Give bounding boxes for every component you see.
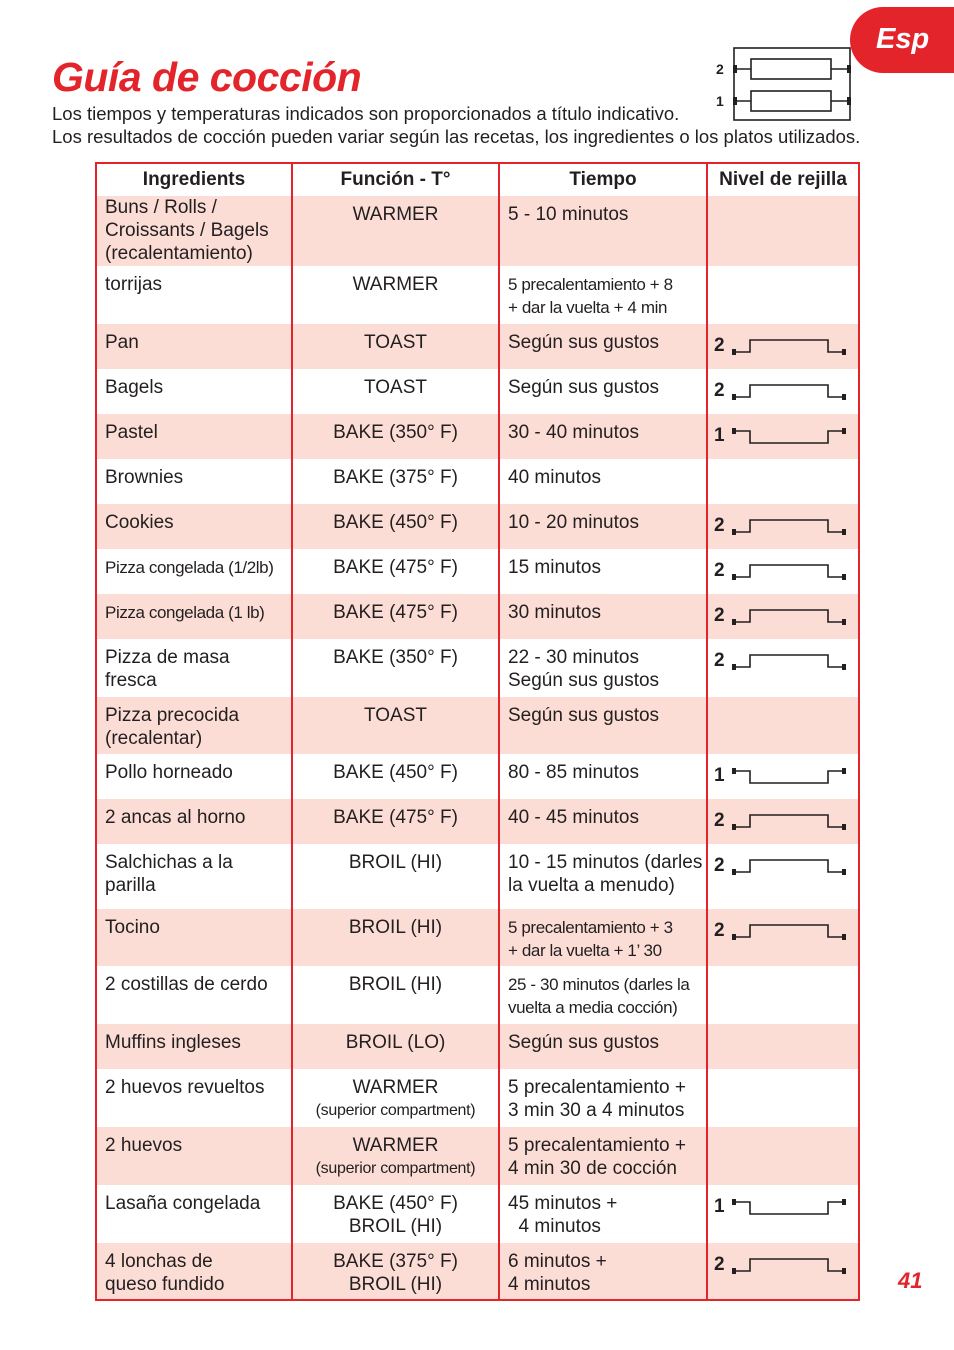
cell-line: WARMER — [352, 274, 439, 295]
function-cell — [292, 844, 499, 909]
function-cell — [292, 324, 499, 369]
cell-line: 4 lonchas de — [105, 1251, 213, 1272]
ingredient-cell — [96, 266, 292, 324]
rack-label-lower: 1 — [716, 93, 724, 109]
cell-line: Pizza de masa — [105, 647, 230, 668]
table-row — [96, 324, 859, 369]
rack-level-1-icon — [732, 766, 848, 788]
time-cell — [499, 639, 707, 697]
table-row — [96, 909, 859, 966]
rack-level-number: 2 — [714, 560, 725, 581]
table-row — [96, 1069, 859, 1127]
cell-line: BAKE (475° F) — [333, 807, 458, 828]
time-cell — [499, 909, 707, 966]
cell-line: fresca — [105, 670, 157, 691]
table-row — [96, 266, 859, 324]
cell-line: parilla — [105, 875, 156, 896]
function-cell — [292, 639, 499, 697]
cell-line: (recalentamiento) — [105, 243, 253, 264]
table-row — [96, 1185, 859, 1243]
rack-level-number: 2 — [714, 605, 725, 626]
cell-line: 4 min 30 de cocción — [508, 1158, 677, 1179]
ingredient-cell — [96, 844, 292, 909]
ingredient-cell — [96, 549, 292, 594]
cell-line: Según sus gustos — [508, 670, 660, 691]
ingredient-cell — [96, 414, 292, 459]
rack-level-2-icon — [732, 606, 848, 628]
cell-line: Salchichas a la — [105, 852, 233, 873]
cell-line: WARMER — [352, 1135, 439, 1156]
cell-line: la vuelta a menudo) — [508, 875, 675, 896]
level-cell — [707, 549, 859, 594]
cell-line: Brownies — [105, 467, 184, 488]
level-cell — [707, 1069, 859, 1127]
table-row — [96, 697, 859, 754]
table-row — [96, 196, 859, 266]
function-cell — [292, 909, 499, 966]
cell-line: Pastel — [105, 422, 158, 443]
rack-level-indicator — [714, 809, 854, 835]
cell-line: Bagels — [105, 377, 164, 398]
cell-line: BAKE (450° F) — [333, 1193, 458, 1214]
cell-line: BROIL (HI) — [348, 917, 443, 938]
time-cell — [499, 1243, 707, 1300]
cell-line: 22 - 30 minutos — [508, 647, 639, 668]
rack-level-number: 2 — [714, 920, 725, 941]
level-cell — [707, 459, 859, 504]
rack-level-indicator — [714, 379, 854, 405]
table-row — [96, 414, 859, 459]
table-row — [96, 504, 859, 549]
ingredient-cell — [96, 1024, 292, 1069]
cell-line: Buns / Rolls / — [105, 197, 217, 218]
ingredient-cell — [96, 754, 292, 799]
table-row — [96, 639, 859, 697]
cell-line: 2 ancas al horno — [105, 807, 246, 828]
cell-line: BAKE (375° F) — [333, 467, 458, 488]
cell-line: 30 - 40 minutos — [508, 422, 639, 443]
cell-line: BAKE (450° F) — [333, 762, 458, 783]
cell-line: BAKE (475° F) — [333, 557, 458, 578]
rack-level-indicator — [714, 1195, 854, 1221]
cell-line: (recalentar) — [105, 728, 203, 749]
ingredient-cell — [96, 504, 292, 549]
level-cell — [707, 754, 859, 799]
level-cell — [707, 697, 859, 754]
function-cell — [292, 369, 499, 414]
cell-line: 10 - 15 minutos (darles — [508, 852, 703, 873]
cell-line: + dar la vuelta + 1’ 30 — [508, 941, 662, 960]
rack-level-2-icon — [732, 651, 848, 673]
function-cell — [292, 799, 499, 844]
rack-level-2-icon — [732, 856, 848, 878]
cell-line: 2 huevos — [105, 1135, 183, 1156]
function-cell — [292, 266, 499, 324]
ingredient-cell — [96, 1127, 292, 1185]
time-cell — [499, 414, 707, 459]
table-body — [96, 196, 859, 1300]
cell-line: Según sus gustos — [508, 705, 660, 726]
level-cell — [707, 844, 859, 909]
cell-line: Pan — [105, 332, 139, 353]
function-cell — [292, 549, 499, 594]
intro-line-2: Los resultados de cocción pueden variar según las recetas, los ingredientes o los platos utilizados. — [52, 126, 861, 147]
header-ingredients: Ingredients — [96, 163, 292, 196]
level-cell — [707, 414, 859, 459]
table-row — [96, 844, 859, 909]
time-cell — [499, 844, 707, 909]
cell-line: 40 minutos — [508, 467, 601, 488]
function-cell — [292, 459, 499, 504]
cell-line: 2 costillas de cerdo — [105, 974, 268, 995]
level-cell — [707, 1243, 859, 1300]
rack-level-number: 2 — [714, 650, 725, 671]
rack-level-number: 2 — [714, 380, 725, 401]
table-row — [96, 799, 859, 844]
level-cell — [707, 369, 859, 414]
level-cell — [707, 639, 859, 697]
rack-level-number: 2 — [714, 855, 725, 876]
table-row — [96, 594, 859, 639]
cell-line: 45 minutos + — [508, 1193, 618, 1214]
table-row — [96, 459, 859, 504]
cell-line: Tocino — [105, 917, 160, 938]
cell-line: 5 precalentamiento + — [508, 1077, 686, 1098]
header-function: Función - T° — [292, 163, 499, 196]
cell-line: BAKE (350° F) — [333, 647, 458, 668]
intro-line-1: Los tiempos y temperaturas indicados son proporcionados a título indicativo. — [52, 103, 680, 124]
ingredient-cell — [96, 909, 292, 966]
cell-line: 30 minutos — [508, 602, 601, 623]
rack-level-2-icon — [732, 561, 848, 583]
ingredient-cell — [96, 1243, 292, 1300]
rack-level-indicator — [714, 514, 854, 540]
function-cell — [292, 594, 499, 639]
level-cell — [707, 594, 859, 639]
time-cell — [499, 594, 707, 639]
cell-line: Pollo horneado — [105, 762, 233, 783]
cell-line: 5 precalentamiento + — [508, 1135, 686, 1156]
cell-line: Pizza congelada (1/2lb) — [105, 558, 274, 577]
rack-level-indicator — [714, 559, 854, 585]
rack-level-indicator — [714, 649, 854, 675]
level-cell — [707, 196, 859, 266]
ingredient-cell — [96, 639, 292, 697]
cell-line: Muffins ingleses — [105, 1032, 241, 1053]
level-cell — [707, 1185, 859, 1243]
cell-line: BROIL (HI) — [348, 852, 443, 873]
cell-line: 5 precalentamiento + 3 — [508, 918, 673, 937]
time-cell — [499, 799, 707, 844]
rack-level-2-icon — [732, 1255, 848, 1277]
cell-line: 40 - 45 minutos — [508, 807, 639, 828]
time-cell — [499, 459, 707, 504]
rack-level-1-icon — [732, 1197, 848, 1219]
time-cell — [499, 697, 707, 754]
time-cell — [499, 196, 707, 266]
cell-line: vuelta a media cocción) — [508, 998, 678, 1017]
cell-line: queso fundido — [105, 1274, 225, 1295]
rack-level-indicator — [714, 604, 854, 630]
cell-line: 5 precalentamiento + 8 — [508, 275, 673, 294]
cell-line: Croissants / Bagels — [105, 220, 269, 241]
rack-level-2-icon — [732, 811, 848, 833]
time-cell — [499, 504, 707, 549]
level-cell — [707, 266, 859, 324]
function-cell — [292, 754, 499, 799]
rack-level-2-icon — [732, 921, 848, 943]
cell-line: 25 - 30 minutos (darles la — [508, 975, 690, 994]
cell-line: BAKE (450° F) — [333, 512, 458, 533]
function-cell — [292, 966, 499, 1024]
function-cell — [292, 1069, 499, 1127]
ingredient-cell — [96, 966, 292, 1024]
level-cell — [707, 909, 859, 966]
cell-line: BROIL (HI) — [348, 1216, 443, 1237]
cell-line: (superior compartment) — [315, 1102, 476, 1119]
cell-line: Cookies — [105, 512, 174, 533]
cell-line: Según sus gustos — [508, 332, 660, 353]
cell-line: BAKE (375° F) — [333, 1251, 458, 1272]
rack-level-indicator — [714, 334, 854, 360]
time-cell — [499, 966, 707, 1024]
rack-level-2-icon — [732, 336, 848, 358]
cell-line: BAKE (350° F) — [333, 422, 458, 443]
function-cell — [292, 1185, 499, 1243]
page-number: 41 — [898, 1268, 923, 1293]
rack-level-number: 1 — [714, 765, 725, 786]
rack-level-number: 2 — [714, 335, 725, 356]
rack-level-indicator — [714, 424, 854, 450]
rack-label-upper: 2 — [716, 61, 724, 77]
rack-level-2-icon — [732, 516, 848, 538]
rack-level-2-icon — [732, 381, 848, 403]
ingredient-cell — [96, 594, 292, 639]
rack-level-number: 2 — [714, 1254, 725, 1275]
time-cell — [499, 754, 707, 799]
cell-line: 4 minutos — [508, 1274, 591, 1295]
cell-line: 4 minutos — [508, 1216, 601, 1237]
level-cell — [707, 1024, 859, 1069]
rack-level-number: 2 — [714, 515, 725, 536]
ingredient-cell — [96, 1185, 292, 1243]
ingredient-cell — [96, 1069, 292, 1127]
time-cell — [499, 1185, 707, 1243]
table-row — [96, 549, 859, 594]
rack-level-number: 1 — [714, 1196, 725, 1217]
level-cell — [707, 1127, 859, 1185]
cell-line: 3 min 30 a 4 minutos — [508, 1100, 685, 1121]
table-row — [96, 369, 859, 414]
table-row — [96, 966, 859, 1024]
ingredient-cell — [96, 799, 292, 844]
header-level: Nivel de rejilla — [707, 163, 859, 196]
cell-line: Pizza precocida — [105, 705, 240, 726]
function-cell — [292, 697, 499, 754]
cell-line: 15 minutos — [508, 557, 601, 578]
page-title: Guía de cocción — [52, 54, 362, 100]
table-row — [96, 754, 859, 799]
function-cell — [292, 414, 499, 459]
rack-position-diagram-icon — [714, 44, 854, 124]
cell-line: Pizza congelada (1 lb) — [105, 603, 265, 622]
ingredient-cell — [96, 196, 292, 266]
function-cell — [292, 196, 499, 266]
language-tab — [850, 7, 954, 73]
rack-level-1-icon — [732, 426, 848, 448]
level-cell — [707, 966, 859, 1024]
header-time: Tiempo — [499, 163, 707, 196]
rack-level-indicator — [714, 1253, 854, 1279]
ingredient-cell — [96, 324, 292, 369]
cell-line: Según sus gustos — [508, 1032, 660, 1053]
cell-line: Lasaña congelada — [105, 1193, 261, 1214]
ingredient-cell — [96, 459, 292, 504]
cell-line: 6 minutos + — [508, 1251, 607, 1272]
time-cell — [499, 266, 707, 324]
rack-level-number: 2 — [714, 810, 725, 831]
cell-line: BROIL (HI) — [348, 1274, 443, 1295]
time-cell — [499, 1024, 707, 1069]
cell-line: Según sus gustos — [508, 377, 660, 398]
time-cell — [499, 1127, 707, 1185]
ingredient-cell — [96, 697, 292, 754]
function-cell — [292, 1243, 499, 1300]
language-label: Esp — [876, 23, 930, 55]
cell-line: BAKE (475° F) — [333, 602, 458, 623]
cell-line: TOAST — [364, 377, 427, 398]
rack-level-indicator — [714, 919, 854, 945]
table-row — [96, 1024, 859, 1069]
time-cell — [499, 1069, 707, 1127]
cell-line: (superior compartment) — [315, 1160, 476, 1177]
table-row — [96, 1127, 859, 1185]
level-cell — [707, 799, 859, 844]
rack-level-indicator — [714, 854, 854, 880]
function-cell — [292, 504, 499, 549]
cooking-guide-table — [95, 162, 858, 1300]
level-cell — [707, 504, 859, 549]
cell-line: 10 - 20 minutos — [508, 512, 639, 533]
time-cell — [499, 549, 707, 594]
function-cell — [292, 1024, 499, 1069]
cell-line: 2 huevos revueltos — [105, 1077, 265, 1098]
cell-line: + dar la vuelta + 4 min — [508, 298, 668, 317]
time-cell — [499, 369, 707, 414]
table-row — [96, 1243, 859, 1300]
cell-line: WARMER — [352, 204, 439, 225]
cell-line: BROIL (LO) — [345, 1032, 446, 1053]
cell-line: 5 - 10 minutos — [508, 204, 629, 225]
time-cell — [499, 324, 707, 369]
rack-level-indicator — [714, 764, 854, 790]
cell-line: WARMER — [352, 1077, 439, 1098]
level-cell — [707, 324, 859, 369]
cell-line: TOAST — [364, 705, 427, 726]
cell-line: torrijas — [105, 274, 163, 295]
rack-level-number: 1 — [714, 425, 725, 446]
ingredient-cell — [96, 369, 292, 414]
function-cell — [292, 1127, 499, 1185]
cell-line: TOAST — [364, 332, 427, 353]
cell-line: 80 - 85 minutos — [508, 762, 639, 783]
cell-line: BROIL (HI) — [348, 974, 443, 995]
